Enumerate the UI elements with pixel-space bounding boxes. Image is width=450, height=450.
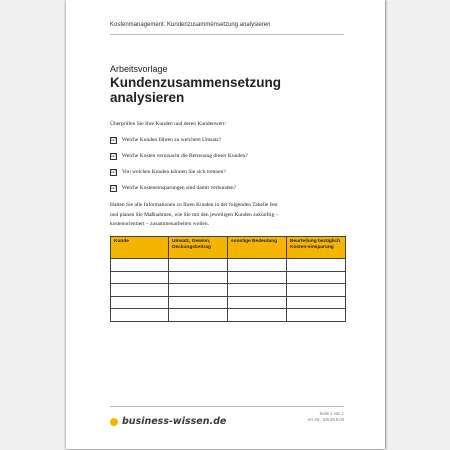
table-cell[interactable] — [169, 259, 228, 272]
checklist-item-label: Welche Kosteneinsparungen sind damit verbunden? — [122, 185, 237, 191]
table-row — [111, 259, 346, 272]
brand-dot-icon — [110, 418, 118, 426]
table-cell[interactable] — [287, 296, 346, 309]
checkbox-checked-icon: ☑ — [111, 137, 116, 143]
column-header-bedeutung: sonstige Bedeutung — [228, 237, 287, 259]
page-info — [307, 411, 344, 423]
paragraph-line: und planen Sie Maßnahmen, wie Sie mit den jeweiligen Kunden zukünftig – — [110, 211, 279, 218]
column-header-umsatz: Umsatz, Gewinn, Deckungsbeitrag — [169, 237, 228, 259]
table-cell[interactable] — [169, 296, 228, 309]
document-pretitle: Arbeitsvorlage — [110, 64, 168, 74]
column-header-kunde: Kunde — [111, 237, 169, 259]
table-cell[interactable] — [287, 309, 346, 322]
table-cell[interactable] — [111, 309, 169, 322]
table-cell[interactable] — [169, 271, 228, 284]
column-header-beurteilung: Beurteilung bezüglich Kosten-einsparung — [287, 237, 346, 259]
checklist-item — [110, 137, 248, 153]
intro-text: Überprüfen Sie Ihre Kunden und deren Kundenwert: — [110, 121, 227, 127]
table-cell[interactable] — [169, 309, 228, 322]
table-row — [111, 284, 346, 297]
page-header: Kostenmanagement: Kundenzusammensetzung analysieren — [110, 22, 271, 28]
customer-table — [110, 236, 346, 322]
title-line-2: analysieren — [110, 90, 185, 105]
brand-name: business-wissen.de — [122, 416, 227, 427]
footer-divider — [110, 406, 344, 407]
checklist-item-label: Welche Kunden führen zu welchem Umsatz? — [122, 137, 222, 143]
checklist-item — [110, 153, 248, 169]
checklist-item — [110, 185, 248, 201]
checklist-item-label: Von welchen Kunden können Sie sich trennen? — [122, 169, 226, 175]
table-cell[interactable] — [287, 259, 346, 272]
paragraph-line: Halten Sie alle Informationen zu Ihren Kunden in der folgenden Tabelle fest — [110, 202, 278, 208]
table-row — [111, 271, 346, 284]
table-cell[interactable] — [111, 259, 169, 272]
table-cell[interactable] — [287, 271, 346, 284]
checklist-item-label: Welche Kosten verursacht die Betreuung dieser Kunden? — [122, 153, 248, 159]
table-cell[interactable] — [228, 296, 287, 309]
checkbox-checked-icon: ☑ — [111, 169, 116, 175]
table-row — [111, 309, 346, 322]
article-number: Art.-Nr.: 5/8.09.6.03 — [307, 417, 344, 422]
checklist-item — [110, 169, 248, 185]
document-page — [66, 0, 385, 449]
table-body — [111, 259, 346, 322]
instruction-paragraph — [110, 201, 345, 230]
title-line-1: Kundenzusammensetzung — [110, 75, 282, 90]
table-cell[interactable] — [287, 284, 346, 297]
table-cell[interactable] — [111, 271, 169, 284]
paragraph-line: kostenorientiert – zusammenarbeiten wollen. — [110, 221, 209, 227]
document-title — [110, 75, 340, 105]
table-row — [111, 296, 346, 309]
table-cell[interactable] — [228, 284, 287, 297]
table-cell[interactable] — [111, 284, 169, 297]
checklist — [110, 137, 248, 201]
table-header-row — [111, 237, 346, 259]
header-divider — [110, 34, 344, 35]
checkbox-checked-icon: ☑ — [111, 185, 116, 191]
table-cell[interactable] — [111, 296, 169, 309]
page-number: Seite 1 von 1 — [319, 411, 344, 416]
table-cell[interactable] — [228, 271, 287, 284]
checkbox-checked-icon: ☑ — [111, 153, 116, 159]
table-cell[interactable] — [228, 259, 287, 272]
table-cell[interactable] — [169, 284, 228, 297]
table-cell[interactable] — [228, 309, 287, 322]
brand-logo — [110, 416, 226, 427]
